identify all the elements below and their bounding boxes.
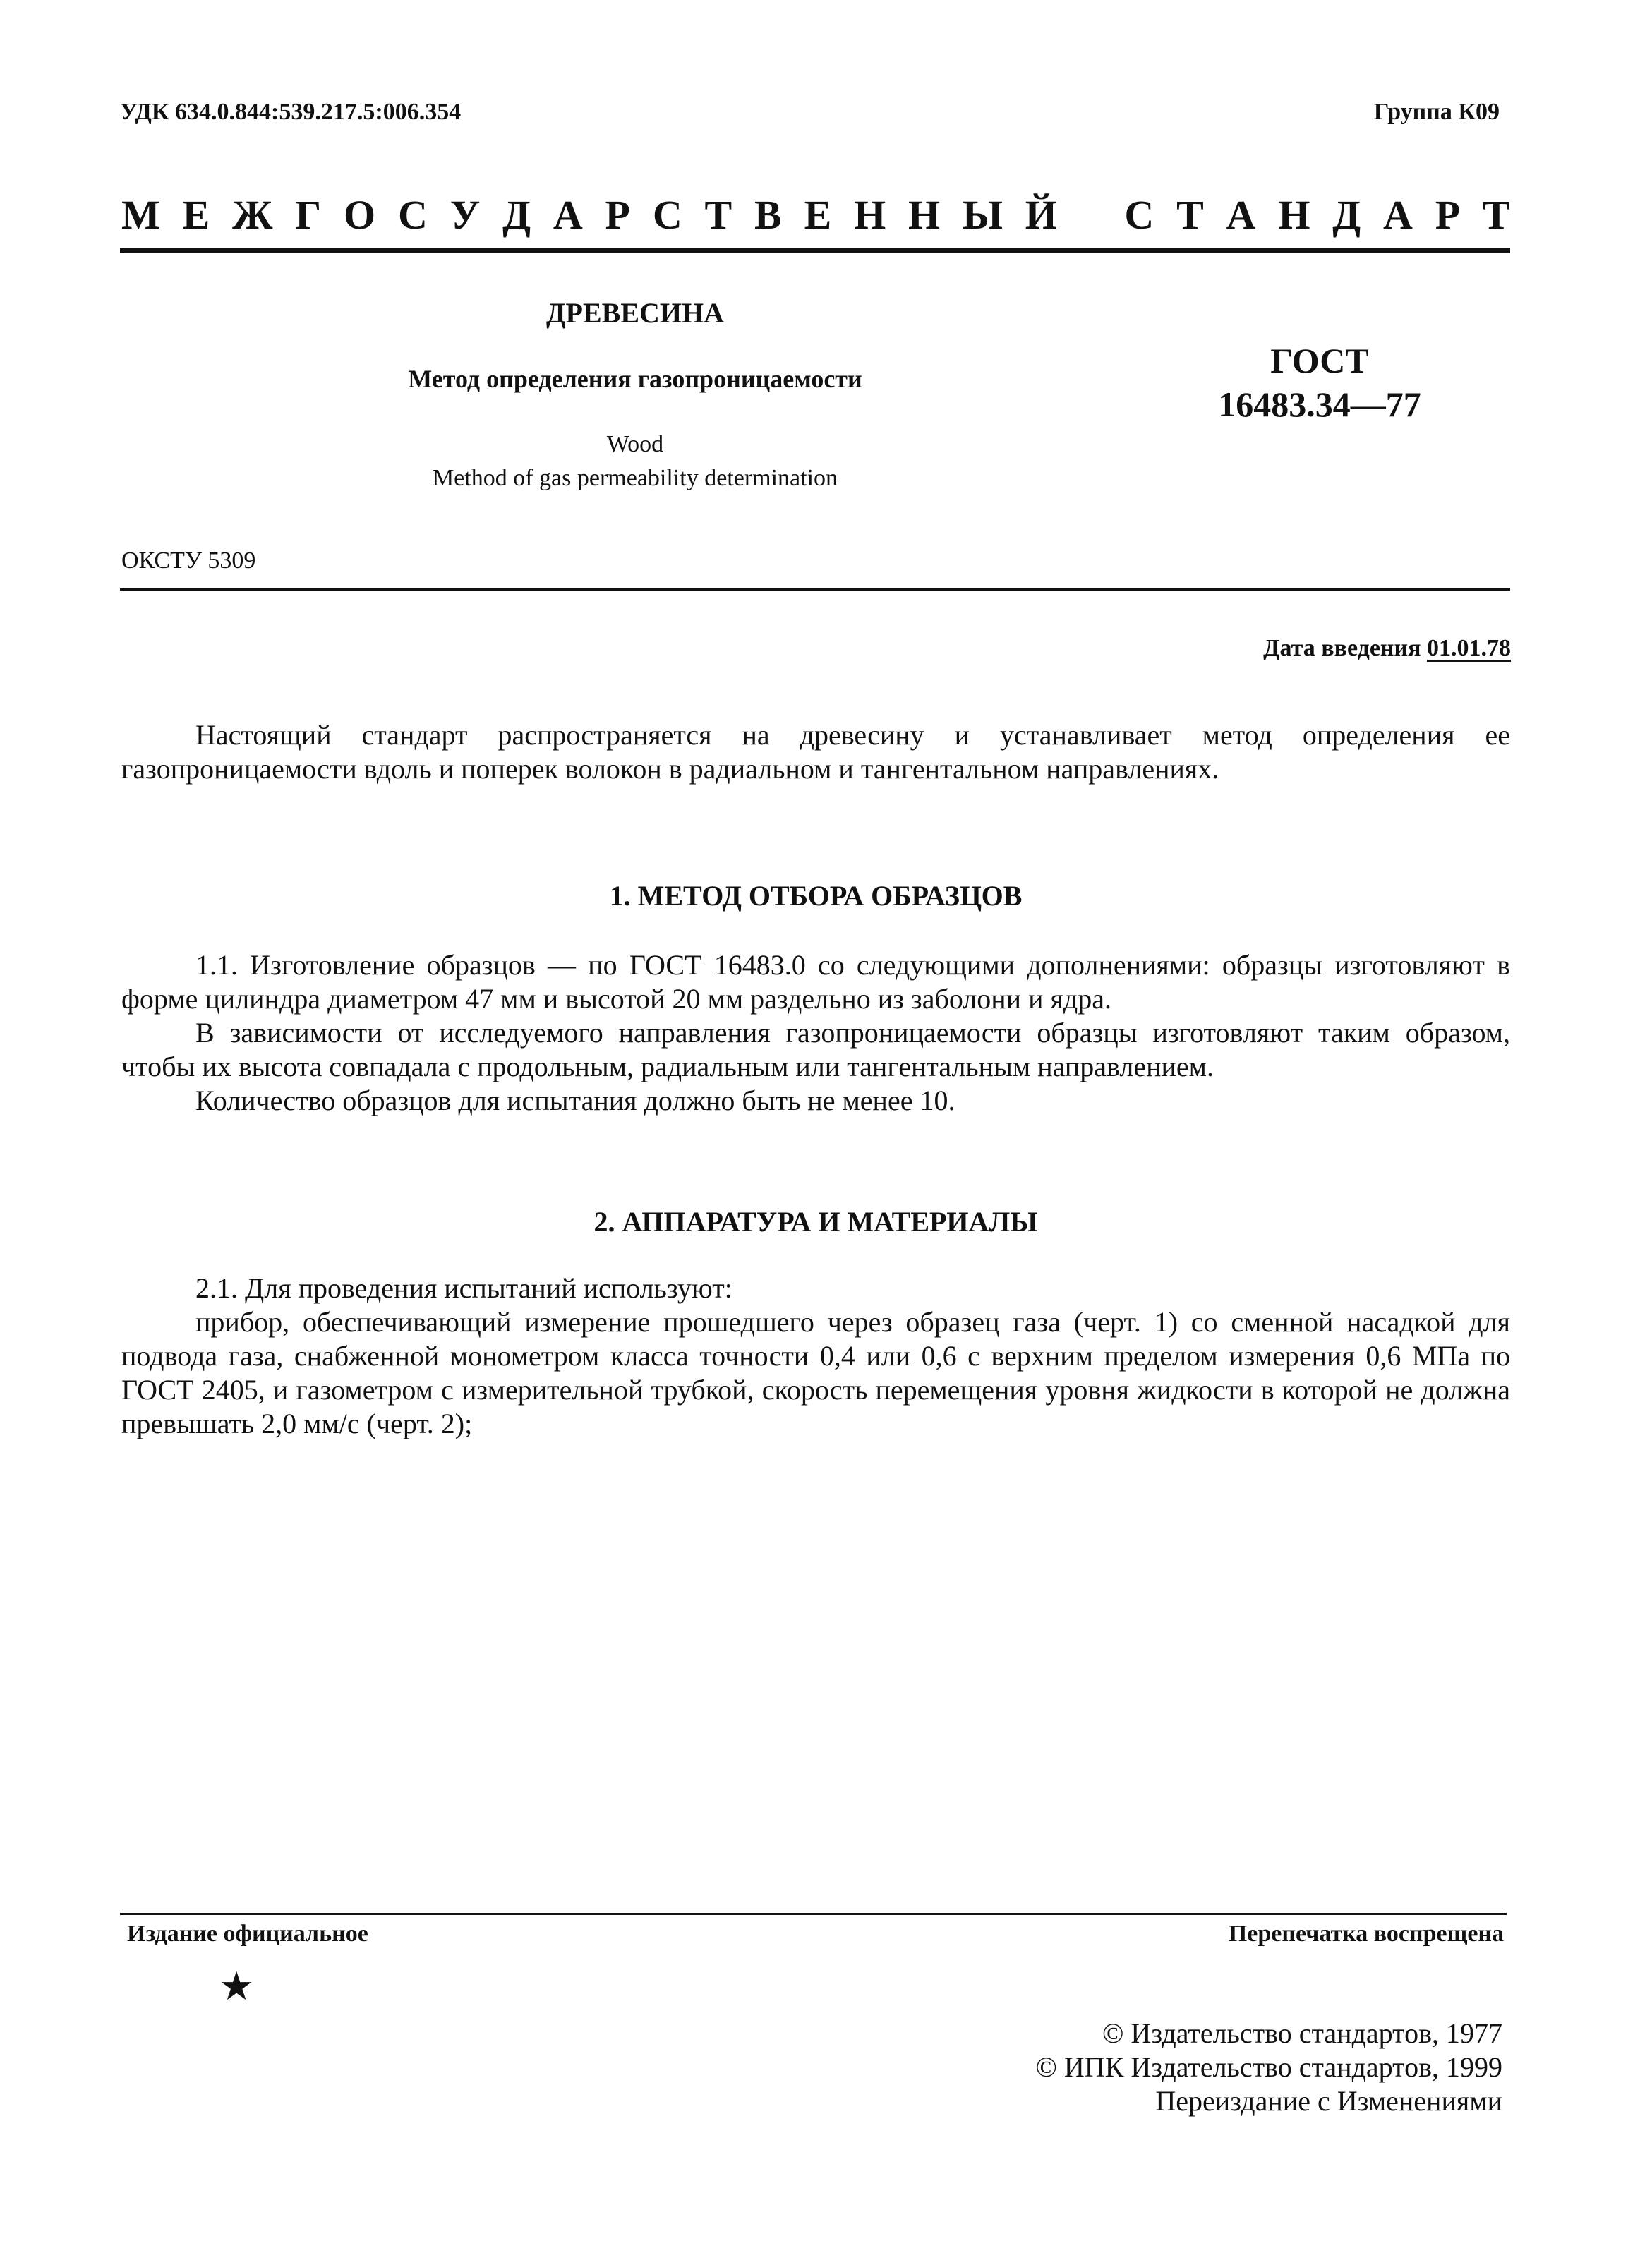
- section-1-heading: 1. МЕТОД ОТБОРА ОБРАЗЦОВ: [609, 880, 1023, 912]
- star-icon: ★: [219, 1965, 255, 2009]
- introduction-date: [1263, 635, 1511, 662]
- copyright-1999: © ИПК Издательство стандартов, 1999: [1035, 2051, 1502, 2083]
- reprint-prohibited-label: Перепечатка воспрещена: [1228, 1921, 1504, 1947]
- section-1-paragraph: В зависимости от исследуемого направления газопроницаемости образцы изготовляют таким образом, чтобы их высота совпадала с продольным, радиальным или тангентальным направлением.: [121, 1017, 1510, 1082]
- official-edition-label: Издание официальное: [127, 1921, 368, 1947]
- document-title: ДРЕВЕСИНА: [546, 297, 724, 329]
- introduction-date-value: 01.01.78: [1427, 635, 1511, 661]
- intro-paragraph: Настоящий стандарт распространяется на древесину и устанавливает метод определения ее газопроницаемости вдоль и поперек волокон в радиальном и тангентальном направлениях.: [121, 719, 1510, 785]
- banner-letter: М: [121, 192, 160, 238]
- banner-letter: А: [1226, 192, 1256, 238]
- banner-letter: Е: [182, 192, 210, 238]
- document-subtitle: Метод определения газопроницаемости: [408, 365, 862, 393]
- section-2-paragraph: 2.1. Для проведения испытаний используют:: [195, 1272, 732, 1304]
- banner-letter: Г: [295, 192, 322, 238]
- gost-number: 16483.34—77: [1218, 385, 1421, 424]
- banner-letter: Д: [1332, 192, 1361, 238]
- banner-letter: А: [553, 192, 583, 238]
- interstate-standard-banner: [121, 191, 1510, 240]
- header-rule: [120, 248, 1510, 253]
- okstu-rule: [120, 588, 1510, 591]
- section-2-heading: 2. АППАРАТУРА И МАТЕРИАЛЫ: [593, 1206, 1038, 1238]
- banner-letter: С: [1124, 192, 1154, 238]
- section-1-paragraph: Количество образцов для испытания должно быть не менее 10.: [195, 1085, 955, 1116]
- banner-letter: В: [754, 192, 782, 238]
- banner-letter: Н: [908, 192, 941, 238]
- section-2-paragraph: прибор, обеспечивающий измерение прошедшего через образец газа (черт. 1) со сменной насадкой для подвода газа, снабженной монометром класса точности 0,4 или 0,6 с верхним пределом измерения 0,6 МПа по ГОСТ 2405, и газометром с измерительной трубкой, скорость перемещения уровня жидкости в которой не должна превышать 2,0 мм/с (черт. 2);: [121, 1306, 1510, 1439]
- banner-letter: О: [344, 192, 376, 238]
- banner-letter: Д: [502, 192, 531, 238]
- introduction-date-label: Дата введения: [1263, 635, 1421, 661]
- reissue-note: Переиздание с Изменениями: [1155, 2085, 1502, 2117]
- banner-letter: Т: [1176, 192, 1204, 238]
- banner-letter: Т: [1483, 192, 1510, 238]
- banner-letter: Н: [1278, 192, 1310, 238]
- banner-letter: Ж: [232, 192, 273, 238]
- gost-label: ГОСТ: [1270, 341, 1369, 380]
- banner-letter: Ы: [962, 192, 1003, 238]
- english-title: [282, 428, 988, 495]
- banner-letter: Й: [1025, 192, 1057, 238]
- banner-letter: С: [397, 192, 428, 238]
- banner-letter: Р: [605, 192, 630, 238]
- okstu-code: ОКСТУ 5309: [121, 548, 256, 574]
- english-subtitle-line: Method of gas permeability determination: [432, 465, 838, 491]
- english-title-line: Wood: [606, 431, 664, 457]
- copyright-1977: © Издательство стандартов, 1977: [1102, 2017, 1502, 2049]
- banner-letter: Т: [704, 192, 732, 238]
- banner-letter: Р: [1435, 192, 1461, 238]
- section-1-paragraph: 1.1. Изготовление образцов — по ГОСТ 16483.0 со следующими дополнениями: образцы изготовляют в форме цилиндра диаметром 47 мм и высотой 20 мм раздельно из заболони и ядра.: [121, 949, 1510, 1015]
- group-code: Группа К09: [1373, 99, 1500, 125]
- udk-code: УДК 634.0.844:539.217.5:006.354: [120, 99, 462, 125]
- banner-letter: Н: [854, 192, 886, 238]
- footer-rule: [120, 1913, 1507, 1915]
- banner-letter: С: [652, 192, 682, 238]
- banner-letter: А: [1383, 192, 1413, 238]
- banner-letter: Е: [804, 192, 832, 238]
- banner-letter: У: [450, 192, 481, 238]
